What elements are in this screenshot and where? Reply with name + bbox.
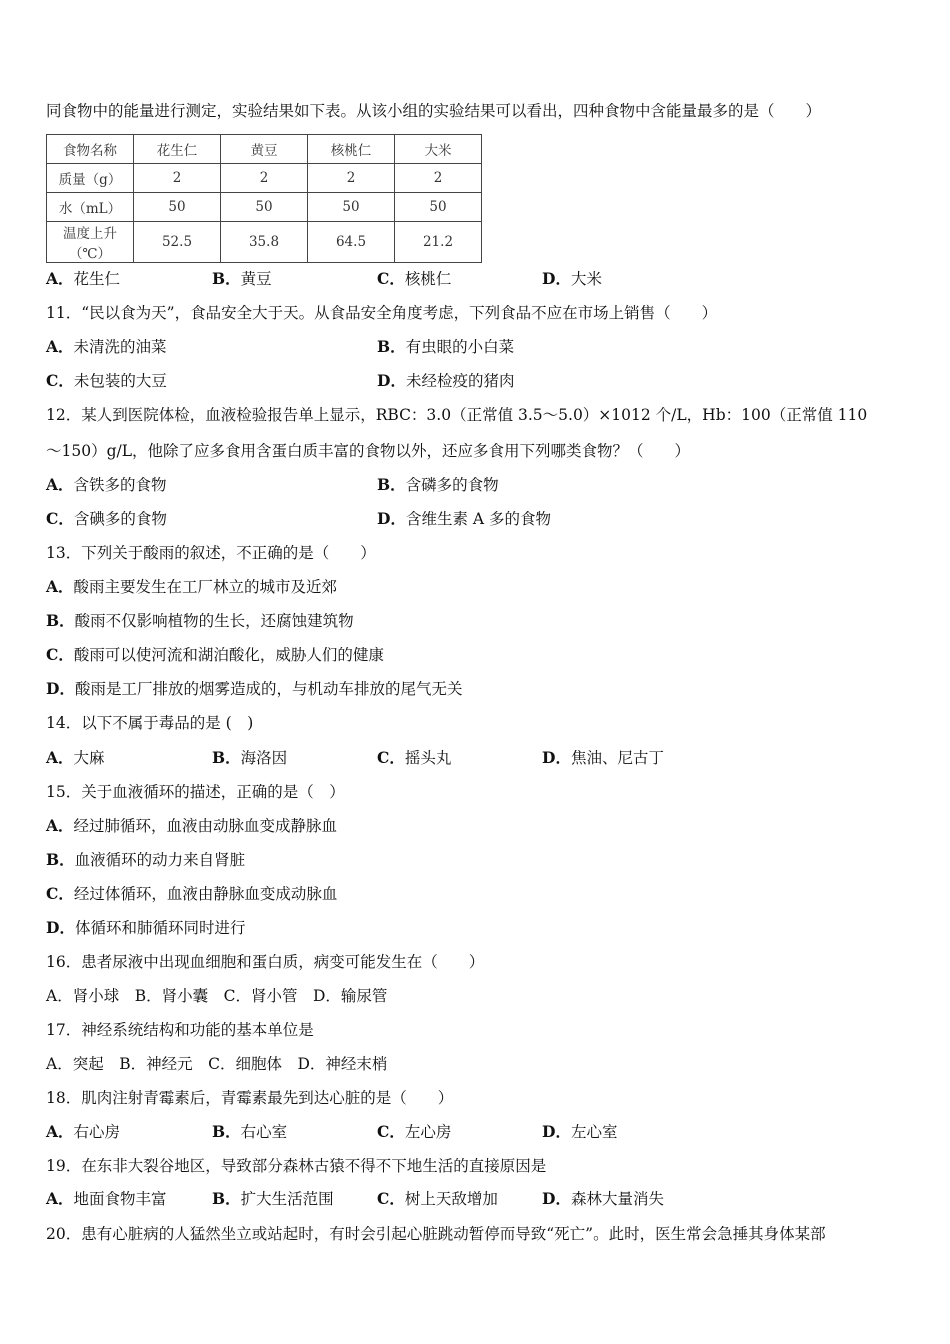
table-cell: 50 <box>134 193 221 222</box>
q15-option-c: C．经过体循环，血液由静脉血变成动脉血 <box>46 884 338 903</box>
option-letter: D． <box>46 679 75 698</box>
table-cell: 35.8 <box>221 222 308 263</box>
option-letter: B． <box>377 475 406 494</box>
table-cell: 50 <box>308 193 395 222</box>
option-letter: C． <box>377 1189 405 1208</box>
q10-option-d: D．大米 <box>542 269 602 288</box>
q19-option-d: D．森林大量消失 <box>542 1189 664 1208</box>
q15-option-b: B．血液循环的动力来自肾脏 <box>46 850 246 869</box>
q10-intro-text: 同食物中的能量进行测定，实验结果如下表。从该小组的实验结果可以看出，四种食物中含能量最多的是（ ） <box>46 102 822 120</box>
table-cell: 64.5 <box>308 222 395 263</box>
table-header-cell: 花生仁 <box>134 135 221 164</box>
table-cell: 2 <box>134 164 221 193</box>
q15-option-a: A．经过肺循环，血液由动脉血变成静脉血 <box>46 816 338 835</box>
q14-option-b: B．海洛因 <box>212 748 288 767</box>
option-letter: D． <box>542 1122 571 1141</box>
option-letter: C． <box>46 509 74 528</box>
q12-option-c: C．含碘多的食物 <box>46 509 167 528</box>
option-letter: D． <box>46 918 75 937</box>
q10-option-b: B．黄豆 <box>212 269 272 288</box>
table-header-row <box>47 135 482 164</box>
table-cell: 2 <box>221 164 308 193</box>
option-letter: D． <box>542 269 571 288</box>
q19-option-b: B．扩大生活范围 <box>212 1189 334 1208</box>
q18-option-d: D．左心室 <box>542 1122 618 1141</box>
table-cell: 21.2 <box>395 222 482 263</box>
food-energy-table <box>46 134 482 263</box>
table-header-cell: 食物名称 <box>47 135 134 164</box>
q18-stem: 18．肌肉注射青霉素后，青霉素最先到达心脏的是（ ） <box>46 1089 454 1107</box>
q15-stem: 15．关于血液循环的描述，正确的是（ ） <box>46 783 345 801</box>
q12-option-a: A．含铁多的食物 <box>46 475 167 494</box>
q19-option-c: C．树上天敌增加 <box>377 1189 498 1208</box>
option-letter: B． <box>377 337 406 356</box>
table-row <box>47 193 482 222</box>
q14-stem: 14．以下不属于毒品的是 ( ) <box>46 714 254 732</box>
q17-stem: 17．神经系统结构和功能的基本单位是 <box>46 1021 314 1039</box>
table-cell: 水（mL） <box>47 193 134 222</box>
q18-option-a: A．右心房 <box>46 1122 121 1141</box>
q11-option-b: B．有虫眼的小白菜 <box>377 337 515 356</box>
table-cell: 2 <box>308 164 395 193</box>
table-header-cell: 大米 <box>395 135 482 164</box>
table-cell: 温度上升（℃） <box>47 222 134 263</box>
option-letter: C． <box>377 269 405 288</box>
option-letter: A． <box>46 269 74 288</box>
q13-option-a: A．酸雨主要发生在工厂林立的城市及近郊 <box>46 577 338 596</box>
option-letter: D． <box>377 509 406 528</box>
q15-option-d: D．体循环和肺循环同时进行 <box>46 918 246 937</box>
table-cell: 2 <box>395 164 482 193</box>
q20-stem: 20．患有心脏病的人猛然坐立或站起时，有时会引起心脏跳动暂停而导致“死亡”。此时，医生常会急捶其身体某部 <box>46 1225 826 1243</box>
option-letter: C． <box>377 748 405 767</box>
option-letter: C． <box>46 371 74 390</box>
option-letter: B． <box>46 611 75 630</box>
option-letter: C． <box>46 645 74 664</box>
option-letter: A． <box>46 748 74 767</box>
q11-option-c: C．未包装的大豆 <box>46 371 167 390</box>
q12-stem-line1: 12．某人到医院体检，血液检验报告单上显示，RBC：3.0（正常值 3.5～5.0）×1012 个/L，Hb：100（正常值 110 <box>46 406 868 424</box>
option-letter: A． <box>46 577 74 596</box>
q16-options: A．肾小球 B．肾小囊 C．肾小管 D．输尿管 <box>46 987 388 1005</box>
q13-option-c: C．酸雨可以使河流和湖泊酸化，威胁人们的健康 <box>46 645 384 664</box>
table-cell: 52.5 <box>134 222 221 263</box>
table-cell: 质量（g） <box>47 164 134 193</box>
q11-option-a: A．未清洗的油菜 <box>46 337 167 356</box>
q18-option-b: B．右心室 <box>212 1122 288 1141</box>
q14-option-c: C．摇头丸 <box>377 748 452 767</box>
option-letter: C． <box>46 884 74 903</box>
q10-option-c: C．核桃仁 <box>377 269 452 288</box>
q14-option-d: D．焦油、尼古丁 <box>542 748 664 767</box>
q19-stem: 19．在东非大裂谷地区，导致部分森林古猿不得不下地生活的直接原因是 <box>46 1157 547 1175</box>
option-letter: B． <box>212 269 241 288</box>
q19-option-a: A．地面食物丰富 <box>46 1189 167 1208</box>
q12-option-d: D．含维生素 A 多的食物 <box>377 509 552 528</box>
option-letter: A． <box>46 1189 74 1208</box>
option-letter: A． <box>46 816 74 835</box>
table-row <box>47 222 482 263</box>
option-letter: A． <box>46 337 74 356</box>
option-letter: A． <box>46 1122 74 1141</box>
option-letter: B． <box>212 1122 241 1141</box>
q10-option-a: A．花生仁 <box>46 269 121 288</box>
q13-option-b: B．酸雨不仅影响植物的生长，还腐蚀建筑物 <box>46 611 354 630</box>
option-letter: B． <box>212 748 241 767</box>
option-letter: A． <box>46 475 74 494</box>
option-letter: B． <box>212 1189 241 1208</box>
option-letter: D． <box>377 371 406 390</box>
table-header-cell: 核桃仁 <box>308 135 395 164</box>
table-cell: 50 <box>395 193 482 222</box>
q11-option-d: D．未经检疫的猪肉 <box>377 371 515 390</box>
option-letter: B． <box>46 850 75 869</box>
q17-options: A．突起 B．神经元 C．细胞体 D．神经末梢 <box>46 1055 388 1073</box>
table-cell: 50 <box>221 193 308 222</box>
q11-stem: 11．“民以食为天”，食品安全大于天。从食品安全角度考虑，下列食品不应在市场上销售（ ） <box>46 304 718 322</box>
q12-stem-line2: ～150）g/L，他除了应多食用含蛋白质丰富的食物以外，还应多食用下列哪类食物？（ ） <box>46 442 691 460</box>
table-header-cell: 黄豆 <box>221 135 308 164</box>
table-row <box>47 164 482 193</box>
option-letter: D． <box>542 748 571 767</box>
q16-stem: 16．患者尿液中出现血细胞和蛋白质，病变可能发生在（ ） <box>46 953 485 971</box>
option-letter: C． <box>377 1122 405 1141</box>
q12-option-b: B．含磷多的食物 <box>377 475 499 494</box>
option-letter: D． <box>542 1189 571 1208</box>
q13-option-d: D．酸雨是工厂排放的烟雾造成的，与机动车排放的尾气无关 <box>46 679 463 698</box>
q13-stem: 13．下列关于酸雨的叙述，不正确的是（ ） <box>46 544 376 562</box>
q18-option-c: C．左心房 <box>377 1122 452 1141</box>
q14-option-a: A．大麻 <box>46 748 105 767</box>
